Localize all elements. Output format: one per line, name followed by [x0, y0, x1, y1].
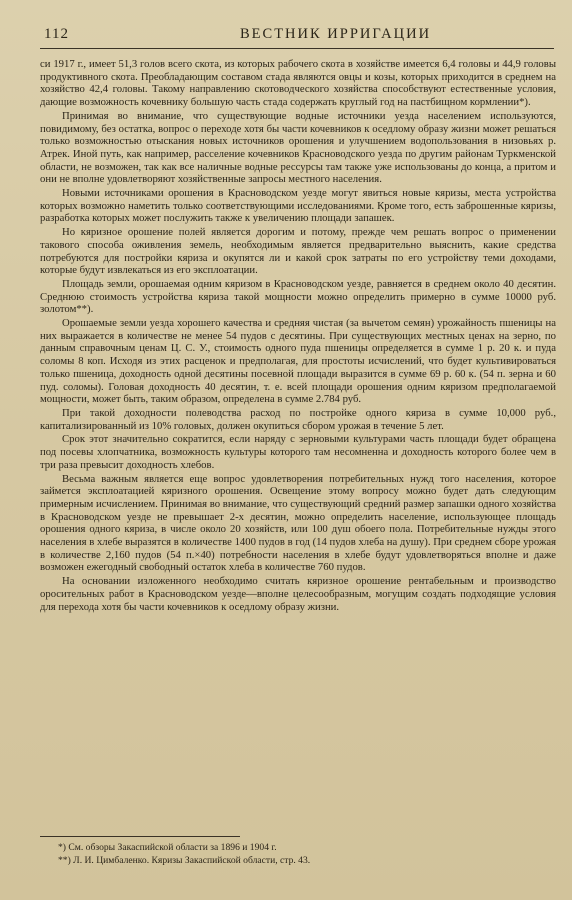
- paragraph-9: Весьма важным является еще вопрос удовлетворения потребительных нужд того населения, которое займется эксплоатацией кяризного орошения. Освещение этому вопросу можно будет дать следующим примерным исчислением. Принимая во внимание, что существующий средний размер запашки одного хозяйства в Красноводском уезде не превышает 2-х десятин, можно определить население, использующее площадь орошения одного кяриза, в числе около 20 хозяйств, или 100 душ обоего пола. Потребительные нужды этого населения в хлебе выразятся в количестве 1400 пудов в год (14 пудов хлеба на душу). При среднем сборе урожая в количестве 2,160 пудов (54 п.×40) потребности населения в хлебе будут удовлетворяться вполне и даже возможен ежегодный свободный остаток хлеба в количестве 760 пудов.: [40, 472, 556, 574]
- paragraph-7: При такой доходности полеводства расход по постройке одного кяриза в сумме 10,000 руб., капитализированный из 10% головых, должен окупиться сбором урожая в течение 5 лет.: [40, 406, 556, 432]
- footnote-1: *) См. обзоры Закаспийской области за 1896 и 1904 г.: [58, 842, 277, 853]
- running-title: ВЕСТНИК ИРРИГАЦИИ: [240, 26, 432, 42]
- paragraph-10: На основании изложенного необходимо считать кяризное орошение рентабельным и производство оросительных работ в Красноводском уезде—вполне целесообразным, могущим создать подходящие условия для перехода хотя бы части кочевников к оседлому образу жизни.: [40, 575, 556, 613]
- page-number: 112: [44, 26, 69, 42]
- paragraph-3: Новыми источниками орошения в Красноводском уезде могут явиться новые кяризы, места устройства которых возможно наметить только соответствующими исследованиями. Кроме того, есть заброшенные кяризы, разработка которых может послужить также к увеличению площади запашек.: [40, 187, 556, 225]
- footnote-2: **) Л. И. Цимбаленко. Кяризы Закаспийской области, стр. 43.: [58, 854, 311, 866]
- paragraph-5: Площадь земли, орошаемая одним кяризом в Красноводском уезде, равняется в среднем около 40 десятин. Среднюю стоимость устройства кяриза такой мощности можно определить примерно в сумме 10000 руб. золотом**).: [40, 277, 556, 316]
- article-body: [40, 58, 556, 614]
- footnote-divider: [40, 836, 240, 837]
- paragraph-8: Срок этот значительно сократится, если наряду с зерновыми культурами часть площади будет обращена под посевы хлопчатника, возможность культуры которого там несомненна и доходность которого более чем в три раза превысит доходность хлебов.: [40, 433, 556, 471]
- footnotes: [58, 842, 552, 867]
- paragraph-6: Орошаемые земли уезда хорошего качества и средняя чистая (за вычетом семян) урожайность пшеницы на них выражается в количестве не менее 54 пудов с десятины. При существующих местных ценах на зерно, по данным справочным ценам Ц. С. У., стоимость одного пуда пшеницы определяется в сумме 1 р. 20 к. и пуда соломы 8 коп. Исходя из этих расценок и предполагая, для простоты исчислений, что будет культивироваться только пшеница, доходность одной десятины посевной площади выразится в сумме 69 р. 60 к. (54 п. зерна и 60 пуд. соломы). Головая доходность 40 десятин, т. е. всей площади орошения одним кяризом предполагаемой мощности, может быть, таким образом, определена в сумме 2.784 руб.: [40, 317, 556, 406]
- paragraph-2: Принимая во внимание, что существующие водные источники уезда населением используются, повидимому, без остатка, вопрос о переходе хотя бы части кочевников к оседлому образу жизни может решаться только возможностью отыскания новых источников орошения и улучшением водопользования в низовьях р. Атрек. Иной путь, как например, расселение кочевников Красноводского уезда по другим районам Туркменской области, не возможен, так как все наличные водные рессурсы там также уже использованы до конца, а притом и они не вполне удовлетворяют хозяйственные запросы местного населения.: [40, 109, 556, 186]
- paragraph-1: си 1917 г., имеет 51,3 голов всего скота, из которых рабочего скота в хозяйстве имеется 6,4 головы и 44,9 головы продуктивного скота. Преобладающим составом стада являются овцы и козы, которых приходится в среднем на хозяйство 42,4 головы. Такому направлению скотоводческого хозяйства способствуют естественные условия, дающие возможность кочевнику большую часть стада содержать круглый год на пастбищном кормлении*).: [40, 58, 556, 109]
- paragraph-4: Но кяризное орошение полей является дорогим и потому, прежде чем решать вопрос о применении такового способа оживления земель, необходимым является предварительно выяснить, какие средства потребуются для постройки кяриза и окупятся ли и какой срок затраты по его устройству теми доходами, которые будут извлекаться из его эксплоатации.: [40, 226, 556, 277]
- page-header: [40, 22, 554, 49]
